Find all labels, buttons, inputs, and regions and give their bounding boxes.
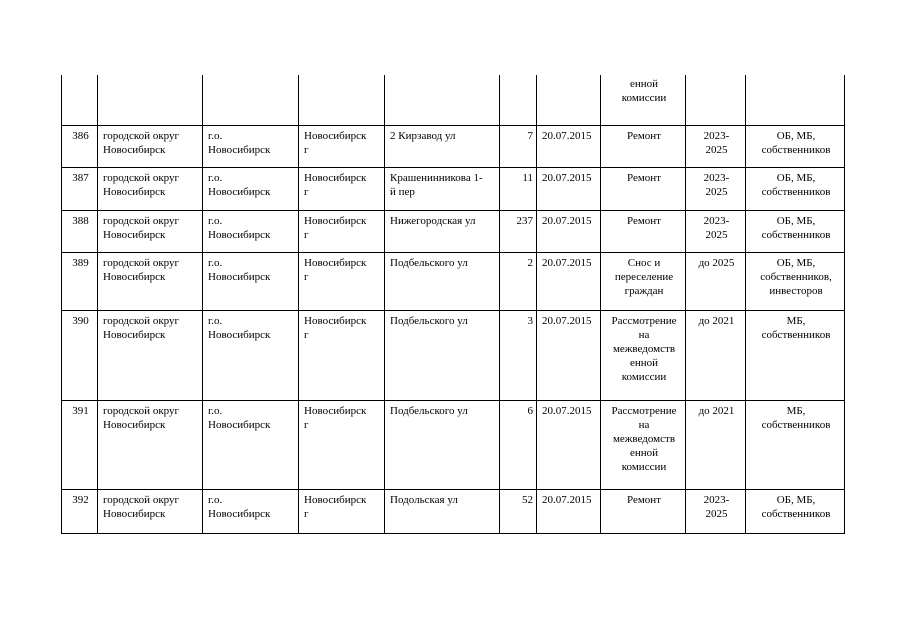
cell-locality [299,310,385,400]
cell-text-line: г [304,270,309,283]
cell-text-line: Подольская ул [390,493,458,506]
cell-text-line: городской округ [103,314,180,327]
cell-text-line: комиссии [621,460,667,473]
housing-table [61,75,845,534]
cell-text: 3 [527,314,533,327]
cell-text-line: городской округ [103,493,180,506]
table-row [62,252,845,310]
cell-number [62,252,98,310]
cell-text-line: граждан [624,284,664,297]
table-row [62,75,845,125]
cell-number [62,167,98,210]
cell-text-line: комиссии [621,92,667,104]
cell-text-line: Новосибирск [208,507,271,520]
cell-text-line: Новосибирск [304,214,367,227]
cell-text-line: енной [629,356,659,369]
cell-text-line: Ремонт [626,171,661,184]
cell-text-line: г.о. [208,314,223,327]
cell-date [537,489,601,533]
cell-locality [299,125,385,167]
cell-text-line: г [304,143,309,156]
cell-text-line: собственников [761,228,831,241]
cell-text-line: г.о. [208,493,223,506]
cell-action [601,167,686,210]
cell-number [62,310,98,400]
cell-text-line: Новосибирск [103,328,166,341]
cell-house [500,252,537,310]
cell-period [686,75,746,125]
cell-text: 11 [522,171,533,184]
cell-text-line: ОБ, МБ, [776,493,816,506]
cell-settlement [203,400,299,489]
cell-settlement [203,489,299,533]
cell-text-line: Новосибирск [208,270,271,283]
cell-locality [299,252,385,310]
cell-text: 20.07.2015 [542,256,592,269]
cell-text: 392 [72,493,89,506]
table-row [62,210,845,252]
cell-text-line: Подбельского ул [390,256,468,269]
cell-district [98,210,203,252]
cell-text: 386 [72,129,89,142]
cell-text-line: собственников [761,185,831,198]
cell-text-line: Новосибирск [208,143,271,156]
cell-text-line: Нижегородская ул [390,214,476,227]
cell-text-line: городской округ [103,256,180,269]
cell-text-line: на [638,328,650,341]
cell-text-line: городской округ [103,404,180,417]
cell-date [537,400,601,489]
cell-house [500,210,537,252]
cell-text: 389 [72,256,89,269]
cell-text-line: до 2021 [698,404,735,417]
cell-number [62,125,98,167]
cell-text-line: 2023- [703,214,730,227]
cell-text-line: ОБ, МБ, [776,214,816,227]
cell-action [601,489,686,533]
cell-date [537,210,601,252]
cell-text-line: Новосибирск [103,507,166,520]
cell-period [686,210,746,252]
cell-text: 20.07.2015 [542,129,592,142]
cell-text: 390 [72,314,89,327]
cell-settlement [203,125,299,167]
cell-text-line: Новосибирск [304,256,367,269]
cell-street [385,252,500,310]
cell-text: 20.07.2015 [542,493,592,506]
cell-date [537,310,601,400]
cell-action [601,310,686,400]
cell-date [537,252,601,310]
cell-text: 237 [516,214,533,227]
cell-text-line: Новосибирск [304,404,367,417]
cell-street [385,210,500,252]
cell-text-line: Новосибирск [103,185,166,198]
cell-text-line: 2023- [703,171,730,184]
cell-text-line: 2025 [705,507,728,520]
cell-text-line: Снос и [627,256,661,269]
cell-text-line: енной [629,78,659,90]
cell-text-line: Рассмотрение [611,314,677,327]
cell-source [746,400,845,489]
cell-text-line: городской округ [103,129,180,142]
cell-text-line: Новосибирск [103,270,166,283]
cell-text: 52 [522,493,533,506]
cell-action [601,75,686,125]
cell-period [686,125,746,167]
cell-number [62,210,98,252]
cell-source [746,210,845,252]
cell-text-line: Подбельского ул [390,314,468,327]
cell-text-line: комиссии [621,370,667,383]
table-row [62,310,845,400]
cell-text-line: Новосибирск [304,171,367,184]
cell-source [746,489,845,533]
cell-text-line: собственников [761,328,831,341]
cell-text: 391 [72,404,89,417]
cell-action [601,400,686,489]
cell-text-line: МБ, [786,404,806,417]
cell-text-line: г [304,185,309,198]
cell-text: 7 [527,129,533,142]
cell-text-line: г.о. [208,129,223,142]
cell-text-line: Ремонт [626,214,661,227]
cell-text-line: Новосибирск [103,143,166,156]
cell-text-line: собственников, [760,270,832,283]
cell-text-line: Новосибирск [208,185,271,198]
cell-period [686,489,746,533]
cell-house [500,125,537,167]
cell-text-line: Ремонт [626,129,661,142]
cell-text-line: г.о. [208,214,223,227]
cell-text-line: до 2021 [698,314,735,327]
cell-date [537,167,601,210]
cell-text-line: 2 Кирзавод ул [390,129,456,142]
cell-settlement [203,167,299,210]
cell-action [601,210,686,252]
cell-date [537,75,601,125]
cell-source [746,75,845,125]
cell-period [686,310,746,400]
cell-text-line: г [304,418,309,431]
cell-text-line: 2025 [705,228,728,241]
cell-text: 20.07.2015 [542,404,592,417]
cell-period [686,167,746,210]
cell-text-line: Ремонт [626,493,661,506]
table-row [62,489,845,533]
cell-source [746,167,845,210]
cell-district [98,75,203,125]
cell-district [98,310,203,400]
cell-text-line: г.о. [208,171,223,184]
cell-number [62,400,98,489]
cell-district [98,252,203,310]
cell-text-line: енной [629,446,659,459]
cell-text-line: 2023- [703,493,730,506]
cell-period [686,252,746,310]
cell-text-line: г [304,507,309,520]
cell-text-line: Новосибирск [103,228,166,241]
cell-house [500,489,537,533]
cell-text: 20.07.2015 [542,314,592,327]
cell-text-line: межведомств [612,432,676,445]
cell-district [98,400,203,489]
cell-locality [299,210,385,252]
cell-action [601,252,686,310]
cell-text: 2 [527,256,533,269]
cell-text-line: 2023- [703,129,730,142]
cell-text-line: Новосибирск [304,493,367,506]
cell-source [746,310,845,400]
cell-district [98,167,203,210]
cell-text-line: Новосибирск [208,328,271,341]
cell-text-line: переселение [614,270,674,283]
cell-text-line: й пер [390,185,415,198]
cell-text-line: г [304,228,309,241]
cell-text-line: ОБ, МБ, [776,256,816,269]
cell-house [500,75,537,125]
cell-locality [299,167,385,210]
cell-text-line: Новосибирск [304,314,367,327]
cell-text-line: Новосибирск [208,418,271,431]
cell-text-line: на [638,418,650,431]
cell-locality [299,489,385,533]
cell-text-line: Новосибирск [304,129,367,142]
cell-text-line: Новосибирск [208,228,271,241]
cell-street [385,125,500,167]
cell-date [537,125,601,167]
cell-house [500,167,537,210]
cell-text-line: 2025 [705,143,728,156]
cell-text-line: ОБ, МБ, [776,129,816,142]
cell-text-line: Подбельского ул [390,404,468,417]
cell-street [385,400,500,489]
cell-house [500,400,537,489]
cell-text: 20.07.2015 [542,171,592,184]
cell-text-line: МБ, [786,314,806,327]
cell-district [98,125,203,167]
cell-text-line: городской округ [103,214,180,227]
cell-text-line: межведомств [612,342,676,355]
cell-text-line: Рассмотрение [611,404,677,417]
cell-text-line: Крашенинникова 1- [390,171,483,184]
cell-locality [299,400,385,489]
cell-settlement [203,252,299,310]
cell-text: 20.07.2015 [542,214,592,227]
cell-text-line: г [304,328,309,341]
cell-text-line: г.о. [208,404,223,417]
cell-period [686,400,746,489]
cell-street [385,167,500,210]
cell-text-line: до 2025 [698,256,735,269]
cell-text-line: городской округ [103,171,180,184]
cell-text: 387 [72,171,89,184]
cell-house [500,310,537,400]
cell-locality [299,75,385,125]
cell-street [385,310,500,400]
cell-number [62,489,98,533]
cell-action [601,125,686,167]
cell-settlement [203,75,299,125]
cell-number [62,75,98,125]
cell-text-line: инвесторов [769,284,823,297]
cell-street [385,489,500,533]
cell-district [98,489,203,533]
cell-text-line: г.о. [208,256,223,269]
cell-text-line: собственников [761,507,831,520]
table-row [62,167,845,210]
table-row [62,400,845,489]
cell-source [746,252,845,310]
cell-source [746,125,845,167]
cell-text-line: собственников [761,143,831,156]
cell-text-line: 2025 [705,185,728,198]
cell-settlement [203,210,299,252]
cell-text-line: собственников [761,418,831,431]
cell-street [385,75,500,125]
cell-settlement [203,310,299,400]
cell-text: 388 [72,214,89,227]
table-row [62,125,845,167]
cell-text-line: Новосибирск [103,418,166,431]
cell-text: 6 [527,404,533,417]
cell-text-line: ОБ, МБ, [776,171,816,184]
